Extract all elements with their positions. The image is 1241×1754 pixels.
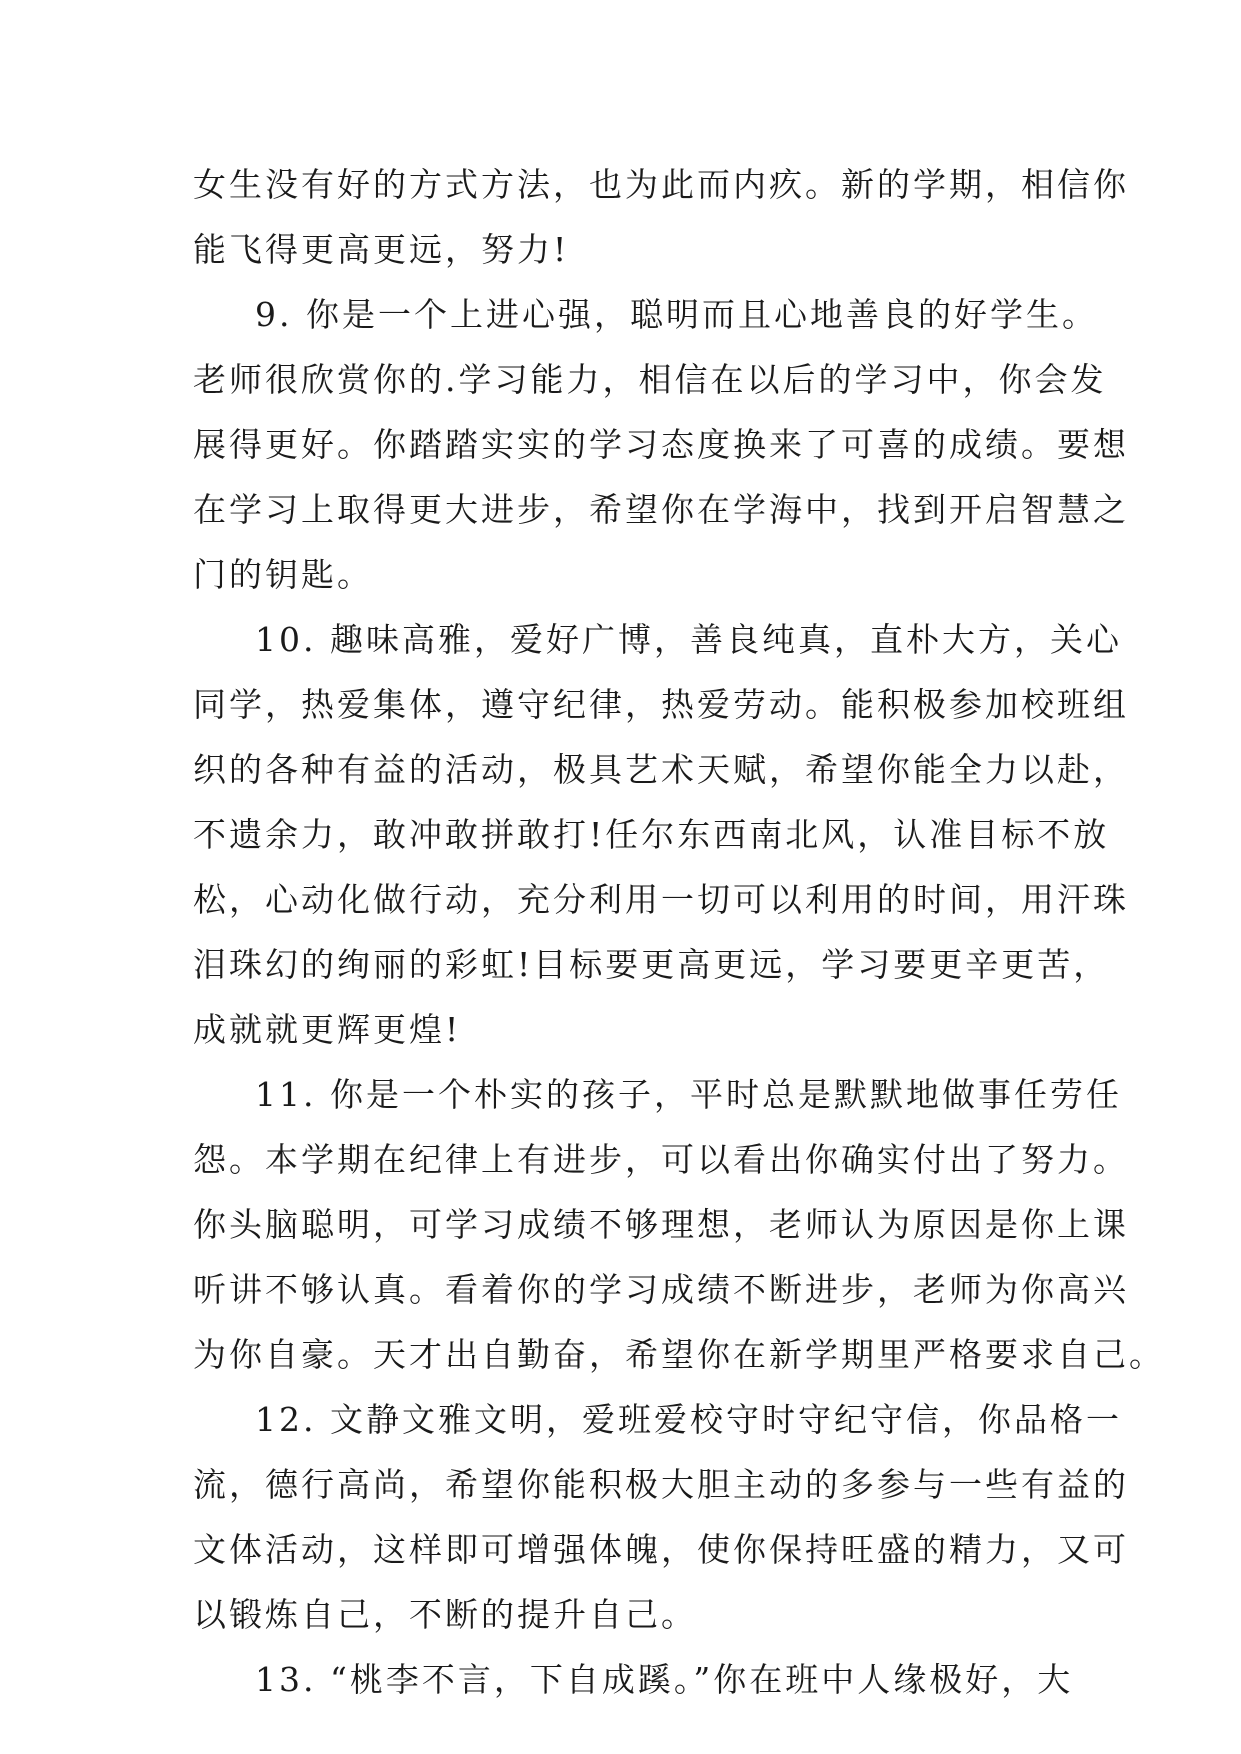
text-line: 听讲不够认真。看着你的学习成绩不断进步，老师为你高兴 [193,1270,1129,1309]
text-line: 怨。本学期在纪律上有进步，可以看出你确实付出了努力。 [193,1140,1129,1179]
text-line: 为你自豪。天才出自勤奋，希望你在新学期里严格要求自己。 [193,1335,1165,1374]
text-line: 织的各种有益的活动，极具艺术天赋，希望你能全力以赴， [193,750,1129,789]
paragraph-12-start: 12. 文静文雅文明，爱班爱校守时守纪守信，你品格一 [255,1400,1122,1439]
text-line: 你头脑聪明，可学习成绩不够理想，老师认为原因是你上课 [193,1205,1129,1244]
paragraph-10-start: 10. 趣味高雅，爱好广博，善良纯真，直朴大方，关心 [255,620,1122,659]
text-line: 文体活动，这样即可增强体魄，使你保持旺盛的精力，又可 [193,1530,1129,1569]
text-line: 同学，热爱集体，遵守纪律，热爱劳动。能积极参加校班组 [193,685,1129,724]
text-line: 老师很欣赏你的.学习能力，相信在以后的学习中，你会发 [193,360,1107,399]
text-line: 流，德行高尚，希望你能积极大胆主动的多参与一些有益的 [193,1465,1129,1504]
paragraph-11-start: 11. 你是一个朴实的孩子，平时总是默默地做事任劳任 [255,1075,1122,1114]
text-line: 在学习上取得更大进步，希望你在学海中，找到开启智慧之 [193,490,1129,529]
text-line: 不遗余力，敢冲敢拼敢打!任尔东西南北风，认准目标不放 [193,815,1110,854]
text-line: 能飞得更高更远，努力! [193,230,570,269]
paragraph-13-start: 13. “桃李不言，下自成蹊。”你在班中人缘极好，大 [255,1660,1074,1699]
text-line: 成就就更辉更煌! [193,1010,462,1049]
document-body [193,152,1165,1712]
text-line: 以锻炼自己，不断的提升自己。 [193,1595,697,1634]
text-line: 泪珠幻的绚丽的彩虹!目标要更高更远，学习要更辛更苦， [193,945,1110,984]
text-line: 松，心动化做行动，充分利用一切可以利用的时间，用汗珠 [193,880,1129,919]
text-line: 女生没有好的方式方法，也为此而内疚。新的学期，相信你 [193,165,1129,204]
text-line: 展得更好。你踏踏实实的学习态度换来了可喜的成绩。要想 [193,425,1129,464]
text-line: 门的钥匙。 [193,555,373,594]
paragraph-9-start: 9. 你是一个上进心强，聪明而且心地善良的好学生。 [255,295,1098,334]
